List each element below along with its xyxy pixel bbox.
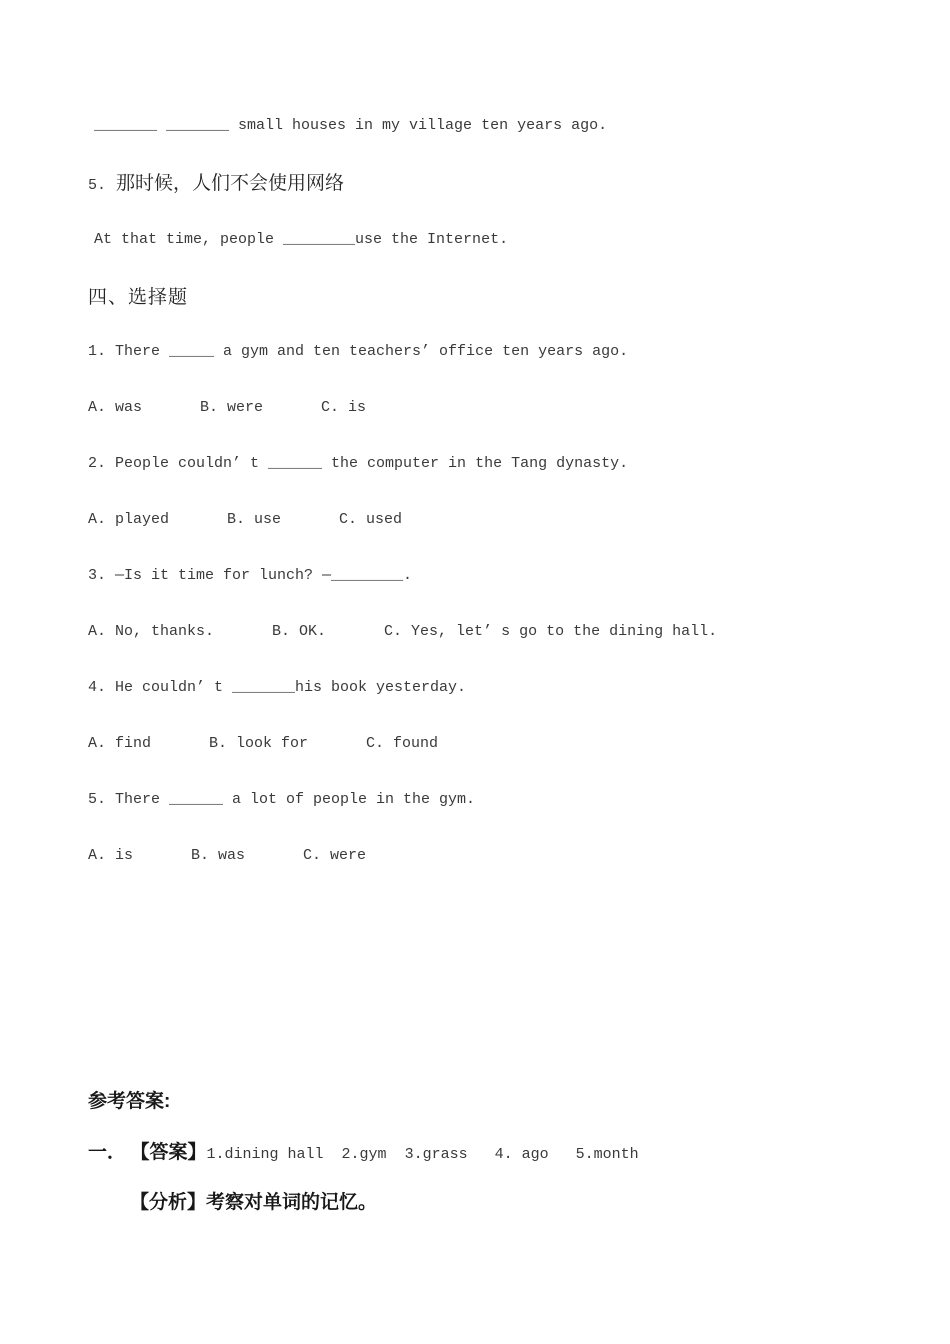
question-options [88, 622, 860, 642]
answer-key-title: 参考答案: [88, 1091, 171, 1112]
fill-in-item4-completion: _______ _______ small houses in my village ten years ago. [94, 117, 608, 134]
answer-content: 1.dining hall 2.gym 3.grass 4. ago 5.month [206, 1146, 639, 1163]
question-options [88, 734, 860, 754]
question-stem: 4. He couldn’ t _______his book yesterday. [88, 679, 467, 696]
analysis-label: 【分析】 [130, 1192, 207, 1213]
option-a: A. was [88, 399, 143, 416]
question-stem: 2. People couldn’ t ______ the computer in the Tang dynasty. [88, 455, 629, 472]
option-a: A. played [88, 511, 170, 528]
option-a: A. is [88, 847, 134, 864]
option-a: A. find [88, 735, 152, 752]
option-a: A. No, thanks. [88, 623, 215, 640]
question-options [88, 510, 860, 530]
fill-in-item5-prompt [88, 172, 860, 198]
fill-in-item5-prompt-cn: 那时候，人们不会使用网络 [116, 173, 345, 194]
choice-section-title: 四、选择题 [88, 287, 189, 308]
option-b: B. was [191, 847, 246, 864]
option-b: B. look for [209, 735, 309, 752]
answer-label: 【答案】 [140, 1142, 207, 1163]
answer-key-line [88, 1141, 860, 1167]
analysis-line [130, 1191, 860, 1217]
option-b: B. were [200, 399, 264, 416]
option-c: C. found [366, 735, 439, 752]
option-b: B. use [227, 511, 282, 528]
option-b: B. OK. [272, 623, 327, 640]
fill-in-item5-sentence: At that time, people ________use the Internet. [94, 231, 509, 248]
answer-key-section [88, 1090, 860, 1217]
question-stem: 5. There ______ a lot of people in the gym. [88, 791, 476, 808]
question-stem: 1. There _____ a gym and ten teachers’ office ten years ago. [88, 343, 629, 360]
question-options [88, 398, 860, 418]
fill-in-item5-number: 5. [88, 177, 107, 194]
question-options [88, 846, 860, 866]
option-c: C. were [303, 847, 367, 864]
analysis-content: 考察对单词的记忆。 [206, 1192, 378, 1213]
option-c: C. used [339, 511, 403, 528]
option-c: C. is [321, 399, 367, 416]
option-c: C. Yes, let’ s go to the dining hall. [384, 623, 718, 640]
question-stem: 3. —Is it time for lunch? —________. [88, 567, 413, 584]
answer-item-prefix: 一． [88, 1142, 127, 1163]
